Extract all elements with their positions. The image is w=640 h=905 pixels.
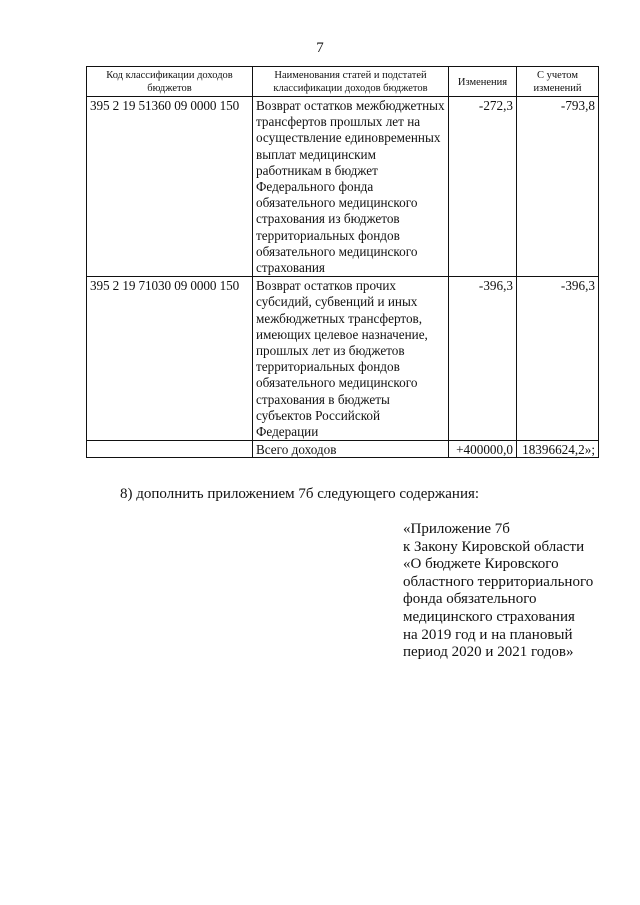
table-header-row (87, 67, 599, 97)
table-row (87, 97, 599, 277)
row-change: -396,3 (449, 277, 517, 441)
revenue-table (86, 66, 599, 458)
total-empty-cell (87, 441, 253, 458)
appendix-line: период 2020 и 2021 годов» (403, 644, 574, 661)
row-code: 395 2 19 71030 09 0000 150 (87, 277, 253, 441)
appendix-line: «О бюджете Кировского (403, 556, 559, 573)
appendix-line: «Приложение 7б (403, 521, 510, 537)
total-change: +400000,0 (449, 441, 517, 458)
header-change: Изменения (449, 67, 517, 97)
header-code: Код классификации доходов бюджетов (87, 67, 253, 97)
table-total-row (87, 441, 599, 458)
row-total: -396,3 (517, 277, 599, 441)
row-code: 395 2 19 51360 09 0000 150 (87, 97, 253, 277)
total-amount: 18396624,2»; (517, 441, 599, 458)
appendix-line: областного территориального (403, 573, 594, 590)
total-label: Всего доходов (253, 441, 449, 458)
row-name: Возврат остатков прочих субсидий, субвенций и иных межбюджетных трансфертов, имеющих целевое назначение, прошлых лет из бюджетов территориальных фондов обязательного медицинского страхования в бюджеты субъектов Российской Федерации (253, 277, 449, 441)
appendix-heading (403, 521, 593, 662)
appendix-line: на 2019 год и на плановый (403, 626, 573, 643)
amendment-text: 8) дополнить приложением 7б следующего содержания: (120, 486, 480, 502)
appendix-line: фонда обязательного (403, 591, 537, 608)
row-name: Возврат остатков межбюджетных трансфертов прошлых лет на осуществление единовременных выплат медицинским работникам в бюджет Федерального фонда обязательного медицинского страхования из бюджетов территориальных фондов обязательного медицинского страхования (253, 97, 449, 277)
header-name: Наименования статей и подстатей классификации доходов бюджетов (253, 67, 449, 97)
table-row (87, 277, 599, 441)
page-number: 7 (316, 40, 324, 56)
row-total: -793,8 (517, 97, 599, 277)
appendix-line: к Закону Кировской области (403, 538, 585, 555)
appendix-line: медицинского страхования (403, 608, 575, 625)
header-total: С учетом изменений (517, 67, 599, 97)
row-change: -272,3 (449, 97, 517, 277)
